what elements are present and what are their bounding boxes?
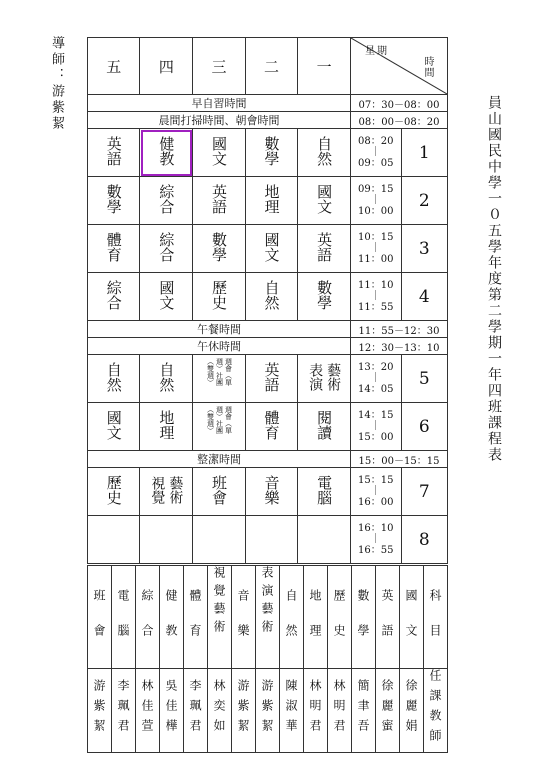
subject-text: 體育 — [104, 231, 123, 262]
subject-text: 閱讀 — [315, 409, 334, 440]
subject-cell — [88, 225, 140, 273]
period-time — [350, 468, 401, 516]
period-number: 3 — [401, 225, 447, 273]
subject-header-bottom: 教 — [164, 624, 178, 642]
subject-cell — [298, 225, 351, 273]
teacher-cell — [328, 669, 352, 753]
teacher-cell — [208, 669, 232, 753]
subject-header-top: 地 — [308, 589, 322, 607]
subject-text: 數學 — [104, 183, 123, 214]
subject-header-top: 電 — [116, 589, 130, 607]
subject-header — [160, 566, 184, 669]
period-time-start: 10：15 — [358, 232, 394, 243]
homeroom-teacher: 導師：游紫絜 — [49, 36, 64, 132]
subject-header — [328, 566, 352, 669]
teacher-cell — [280, 669, 304, 753]
period-time-dash: ｜ — [370, 534, 381, 545]
subject-cell — [298, 468, 351, 516]
period-time — [350, 273, 401, 321]
lunch-label: 午餐時間 — [88, 321, 351, 338]
subject-text: 英語 — [262, 361, 281, 392]
period-time-dash: ｜ — [370, 373, 381, 384]
subject-text: 國文 — [315, 183, 334, 214]
subject-text: 週會（單週）社團（雙週） — [206, 357, 233, 386]
subject-cell — [245, 468, 297, 516]
subject-header — [232, 566, 256, 669]
cleanup-label: 整潔時間 — [88, 451, 351, 468]
subject-header-bottom: 語 — [380, 624, 394, 642]
period-row — [88, 516, 448, 564]
subject-cell — [298, 177, 351, 225]
period-time-dash: ｜ — [370, 486, 381, 497]
teacher-name: 林佳萱 — [140, 679, 154, 739]
subject-header-top: 班 — [92, 589, 106, 607]
subject-header-top: 數 — [356, 589, 370, 607]
subject-header-top: 自 — [284, 589, 298, 607]
subject-text: 自然 — [104, 361, 123, 392]
subject-text: 國文 — [104, 409, 123, 440]
subject-cell — [298, 516, 351, 564]
subject-text: 地理 — [157, 409, 176, 440]
subject-text: 國文 — [157, 279, 176, 310]
day-wed: 三 — [193, 38, 246, 95]
period-row — [88, 355, 448, 403]
subject-header-bottom: 會 — [92, 624, 106, 642]
teacher-cell — [376, 669, 400, 753]
subject-header — [88, 566, 112, 669]
teacher-names-row — [88, 669, 448, 753]
period-time-start: 11：10 — [358, 280, 394, 291]
subject-header-top: 視覺藝術 — [212, 566, 226, 638]
subject-header-bottom: 樂 — [236, 624, 250, 642]
period-number: 4 — [401, 273, 447, 321]
morning-study-label: 早自習時間 — [88, 95, 351, 112]
period-time-end: 16：00 — [358, 497, 394, 508]
teacher-name: 陳淑華 — [284, 679, 298, 739]
period-row — [88, 177, 448, 225]
period-number: 2 — [401, 177, 447, 225]
subject-header-bottom: 然 — [284, 624, 298, 642]
subject-header-bottom: 學 — [356, 624, 370, 642]
subject-cell — [298, 403, 351, 451]
teacher-cell — [232, 669, 256, 753]
teacher-name: 游紫絜 — [236, 679, 250, 739]
morning-clean-time: 08：00－08：20 — [350, 112, 447, 129]
teacher-cell — [256, 669, 280, 753]
day-tue: 二 — [245, 38, 297, 95]
subject-text: 自然 — [262, 279, 281, 310]
subject-cell — [140, 516, 193, 564]
teacher-name: 徐麗蜜 — [380, 679, 394, 739]
subject-text: 電腦 — [315, 474, 334, 505]
subject-header — [304, 566, 328, 669]
period-number: 5 — [401, 355, 447, 403]
morning-clean-row — [88, 112, 448, 129]
morning-study-row — [88, 95, 448, 112]
subject-cell — [88, 468, 140, 516]
time-label: 時間 — [422, 56, 433, 78]
subject-cell — [140, 273, 193, 321]
teacher-name: 游紫絜 — [260, 679, 274, 739]
teacher-cell — [424, 669, 448, 753]
subject-text: 英語 — [315, 231, 334, 262]
period-time-end: 11：00 — [358, 254, 394, 265]
period-time — [350, 516, 401, 564]
subject-text: 週會（單週）社團（雙週） — [206, 405, 233, 434]
corner-cell — [350, 38, 447, 95]
period-row — [88, 129, 448, 177]
schedule-table — [87, 37, 448, 564]
period-row — [88, 403, 448, 451]
subject-text: 體育 — [262, 409, 281, 440]
subject-header-bottom: 合 — [140, 624, 154, 642]
subject-cell — [193, 273, 246, 321]
subject-text: 歷史 — [209, 279, 228, 310]
nap-row — [88, 338, 448, 355]
subject-cell — [245, 355, 297, 403]
period-time-dash: ｜ — [370, 421, 381, 432]
day-mon: 一 — [298, 38, 351, 95]
subject-cell — [140, 403, 193, 451]
subject-text: 國文 — [209, 135, 228, 166]
period-row — [88, 225, 448, 273]
subject-header-top: 音 — [236, 589, 250, 607]
period-time-start: 16：10 — [358, 523, 394, 534]
cleanup-time: 15：00－15：15 — [350, 451, 447, 468]
lunch-row — [88, 321, 448, 338]
period-number: 1 — [401, 129, 447, 177]
teacher-cell — [184, 669, 208, 753]
period-time — [350, 177, 401, 225]
subject-text: 數學 — [262, 135, 281, 166]
teacher-name: 林明君 — [308, 679, 322, 739]
subject-cell — [140, 355, 193, 403]
subject-header-bottom: 理 — [308, 624, 322, 642]
teacher-cell — [88, 669, 112, 753]
subject-header — [208, 566, 232, 669]
day-fri: 五 — [88, 38, 140, 95]
subject-cell — [140, 177, 193, 225]
subject-cell — [193, 129, 246, 177]
subject-cell — [298, 355, 351, 403]
subject-cell — [88, 273, 140, 321]
week-label: 星期 — [364, 46, 389, 57]
teacher-cell — [400, 669, 424, 753]
subject-text: 藝術 視覺 — [149, 475, 184, 504]
subject-header-top: 健 — [164, 589, 178, 607]
subject-header — [184, 566, 208, 669]
lunch-time: 11：55－12：30 — [350, 321, 447, 338]
page-title: 員山國民中學一０五學年度第二學期一年四班課程表 — [486, 95, 502, 463]
period-time-end: 14：05 — [358, 384, 394, 395]
subject-header-top: 表演藝術 — [260, 566, 274, 638]
teacher-name: 李珮君 — [188, 679, 202, 739]
period-time-dash: ｜ — [370, 147, 381, 158]
subject-cell — [245, 273, 297, 321]
period-row — [88, 468, 448, 516]
subject-cell — [193, 403, 246, 451]
subject-cell — [88, 516, 140, 564]
subject-header-bottom: 腦 — [116, 624, 130, 642]
subject-cell — [140, 225, 193, 273]
period-time-start: 08：20 — [358, 136, 394, 147]
teacher-cell — [160, 669, 184, 753]
cleanup-row — [88, 451, 448, 468]
subject-cell — [88, 129, 140, 177]
period-time-start: 14：15 — [358, 410, 394, 421]
subject-cell — [193, 225, 246, 273]
subject-header — [136, 566, 160, 669]
subject-header-top: 英 — [380, 589, 394, 607]
subject-header — [376, 566, 400, 669]
period-row — [88, 273, 448, 321]
teacher-name: 林奕如 — [212, 679, 226, 739]
subject-header — [112, 566, 136, 669]
subject-cell — [193, 468, 246, 516]
subject-text: 數學 — [315, 279, 334, 310]
period-time-start: 09：15 — [358, 184, 394, 195]
subject-cell — [298, 273, 351, 321]
morning-study-time: 07：30－08：00 — [350, 95, 447, 112]
subject-header — [352, 566, 376, 669]
subject-header-bottom: 育 — [188, 624, 202, 642]
nap-label: 午休時間 — [88, 338, 351, 355]
day-thu: 四 — [140, 38, 193, 95]
subject-text: 綜合 — [157, 183, 176, 214]
subject-header-top: 國 — [404, 589, 418, 607]
period-number: 6 — [401, 403, 447, 451]
subject-cell — [193, 355, 246, 403]
period-time-dash: ｜ — [370, 195, 381, 206]
teacher-name: 任課教師 — [428, 669, 442, 749]
period-time-dash: ｜ — [370, 243, 381, 254]
subject-cell — [245, 225, 297, 273]
subject-text: 班會 — [209, 474, 228, 505]
teacher-cell — [112, 669, 136, 753]
subject-header-row — [88, 566, 448, 669]
subject-header — [256, 566, 280, 669]
subject-header-top: 綜 — [140, 589, 154, 607]
subject-cell — [245, 129, 297, 177]
subject-text: 藝術 表演 — [307, 362, 342, 391]
period-time-start: 13：20 — [358, 362, 394, 373]
period-time — [350, 225, 401, 273]
subject-cell — [140, 468, 193, 516]
period-time-end: 16：55 — [358, 545, 394, 556]
subject-text: 英語 — [104, 135, 123, 166]
subject-header-top: 體 — [188, 589, 202, 607]
teacher-cell — [136, 669, 160, 753]
subject-cell — [245, 177, 297, 225]
subject-text: 綜合 — [157, 231, 176, 262]
subject-cell — [298, 129, 351, 177]
subject-cell — [193, 177, 246, 225]
subject-text: 歷史 — [104, 474, 123, 505]
period-time-start: 15：15 — [358, 475, 394, 486]
teacher-name: 林明君 — [332, 679, 346, 739]
period-time — [350, 129, 401, 177]
subject-cell — [193, 516, 246, 564]
subject-text: 音樂 — [262, 474, 281, 505]
subject-header-bottom: 史 — [332, 624, 346, 642]
period-time — [350, 355, 401, 403]
period-time-end: 10：00 — [358, 206, 394, 217]
subject-text: 自然 — [315, 135, 334, 166]
nap-time: 12：30－13：10 — [350, 338, 447, 355]
teacher-cell — [304, 669, 328, 753]
subject-header-bottom: 目 — [428, 624, 442, 642]
teacher-cell — [352, 669, 376, 753]
subject-header — [280, 566, 304, 669]
subject-header-bottom: 文 — [404, 624, 418, 642]
subject-cell — [245, 403, 297, 451]
period-number: 7 — [401, 468, 447, 516]
subject-cell — [245, 516, 297, 564]
subject-text: 數學 — [209, 231, 228, 262]
teacher-name: 簡聿吾 — [356, 679, 370, 739]
subject-header — [400, 566, 424, 669]
subject-cell — [140, 129, 193, 177]
subject-text: 健教 — [157, 135, 176, 166]
period-time-dash: ｜ — [370, 291, 381, 302]
subject-header-top: 歷 — [332, 589, 346, 607]
subject-text: 國文 — [262, 231, 281, 262]
period-time-end: 09：05 — [358, 158, 394, 169]
teacher-name: 李珮君 — [116, 679, 130, 739]
period-time-end: 11：55 — [358, 302, 394, 313]
subject-text: 地理 — [262, 183, 281, 214]
teacher-name: 徐麗娟 — [404, 679, 418, 739]
day-header-row — [88, 38, 448, 95]
subject-text: 綜合 — [104, 279, 123, 310]
subject-text: 英語 — [209, 183, 228, 214]
teacher-name: 游紫絜 — [92, 679, 106, 739]
teachers-table — [87, 565, 448, 753]
period-time-end: 15：00 — [358, 432, 394, 443]
teacher-name: 吳佳樺 — [164, 679, 178, 739]
morning-clean-label: 晨間打掃時間、朝會時間 — [88, 112, 351, 129]
period-time — [350, 403, 401, 451]
subject-cell — [88, 403, 140, 451]
subject-cell — [88, 177, 140, 225]
subject-cell — [88, 355, 140, 403]
subject-text: 自然 — [157, 361, 176, 392]
subject-header-top: 科 — [428, 589, 442, 607]
subject-header — [424, 566, 448, 669]
period-number: 8 — [401, 516, 447, 564]
